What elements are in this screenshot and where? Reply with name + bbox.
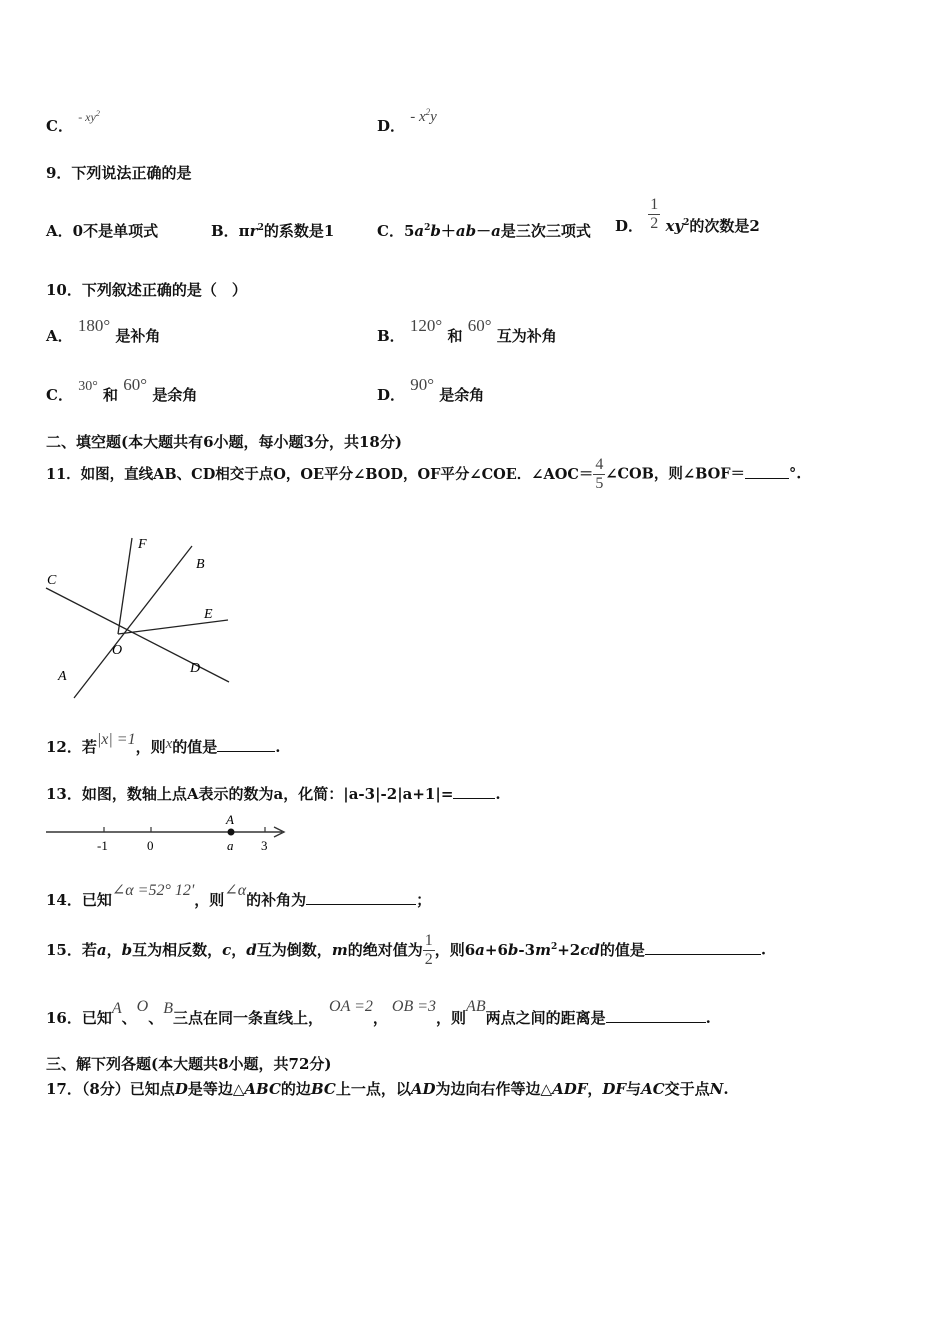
q9-option-a: A．0不是单项式 [46, 222, 159, 240]
section-2-heading: 二、填空题(本大题共有6小题，每小题3分，共18分) [46, 433, 402, 451]
q16-answer-blank[interactable] [606, 1008, 706, 1023]
tick-label-neg1: -1 [97, 838, 108, 853]
q15-answer-blank[interactable] [645, 940, 761, 955]
q13-answer-blank[interactable] [453, 784, 495, 799]
q15-stem: 15．若a，b互为相反数，c，d互为倒数，m的绝对值为 $\frac{1}{2}$ ，则$6a+6b-3m^2+2cd$的值是 . [46, 932, 767, 968]
q16-stem: 16．已知A、O、B三点在同一条直线上，OA =2，OB =3，则AB两点之间的距离是 . [46, 998, 711, 1027]
point-a [228, 829, 235, 836]
q12-answer-blank[interactable] [217, 737, 275, 752]
point-a-label: A [226, 812, 234, 827]
label-c: C [47, 573, 57, 588]
q8-option-c: C． $^{- xy^2}$ [46, 109, 100, 135]
q11-stem: 11．如图，直线AB、CD相交于点O，OE平分∠BOD，OF平分∠COE．∠AOC＝ $\frac{4}{5}$ ∠COB，则∠BOF＝ °. [46, 456, 802, 492]
q11-figure [44, 530, 234, 700]
q9-option-d: D． $\frac{1}{2}$ $xy^2$的次数是2 [615, 196, 760, 235]
q9-option-b: B．$\pi r^2$的系数是1 [211, 222, 335, 240]
q10-option-a: A． 180° 是补角 [46, 316, 161, 345]
q12-stem: 12．若|x| =1，则x的值是 . [46, 731, 281, 756]
q17-stem: 17．（8分）已知点D是等边△ABC的边BC上一点，以AD为边向右作等边△ADF，DF与AC交于点N. [46, 1080, 729, 1098]
section-3-heading: 三、解下列各题(本大题共8小题，共72分) [46, 1055, 332, 1073]
q13-number-line [44, 810, 294, 855]
q10-option-d: D． 90° 是余角 [377, 375, 485, 404]
tick-label-3: 3 [261, 838, 268, 853]
q9-stem: 9．下列说法正确的是 [46, 164, 192, 182]
line-ab [74, 546, 192, 698]
q9-option-c: C．$5a^2b+ab-a$是三次三项式 [377, 222, 591, 240]
q8-c-expression: - xy2 [78, 109, 100, 124]
q14-answer-blank[interactable] [306, 890, 416, 905]
label-o: O [112, 643, 123, 658]
ray-of [118, 538, 132, 634]
line-cd [46, 588, 229, 682]
q10-stem: 10．下列叙述正确的是（ ） [46, 281, 247, 299]
q11-answer-blank[interactable] [745, 464, 789, 479]
ray-oe [118, 620, 228, 634]
q11-fraction: $\frac{4}{5}$ [595, 456, 604, 492]
q15-fraction: $\frac{1}{2}$ [424, 932, 433, 968]
label-d: D [190, 661, 201, 676]
q13-stem: 13．如图，数轴上点A表示的数为a，化简：|a-3|-2|a+1|= . [46, 785, 501, 803]
tick-label-0: 0 [147, 838, 154, 853]
label-e: E [204, 607, 213, 622]
tick-label-a: a [227, 838, 234, 853]
q10-option-c: C． 30° 和 60° 是余角 [46, 375, 198, 404]
q8-option-d: D． - $x^2y$ [377, 107, 437, 135]
label-f: F [138, 537, 147, 552]
q8-d-expression: - $x^2y$ [410, 107, 437, 125]
q14-stem: 14．已知∠α =52° 12'，则∠α的补角为 ； [46, 882, 432, 909]
label-a: A [58, 669, 67, 684]
q10-option-b: B． 120° 和 60° 互为补角 [377, 316, 557, 345]
label-b: B [196, 557, 205, 572]
q9-d-fraction: $\frac{1}{2}$ [650, 196, 659, 232]
